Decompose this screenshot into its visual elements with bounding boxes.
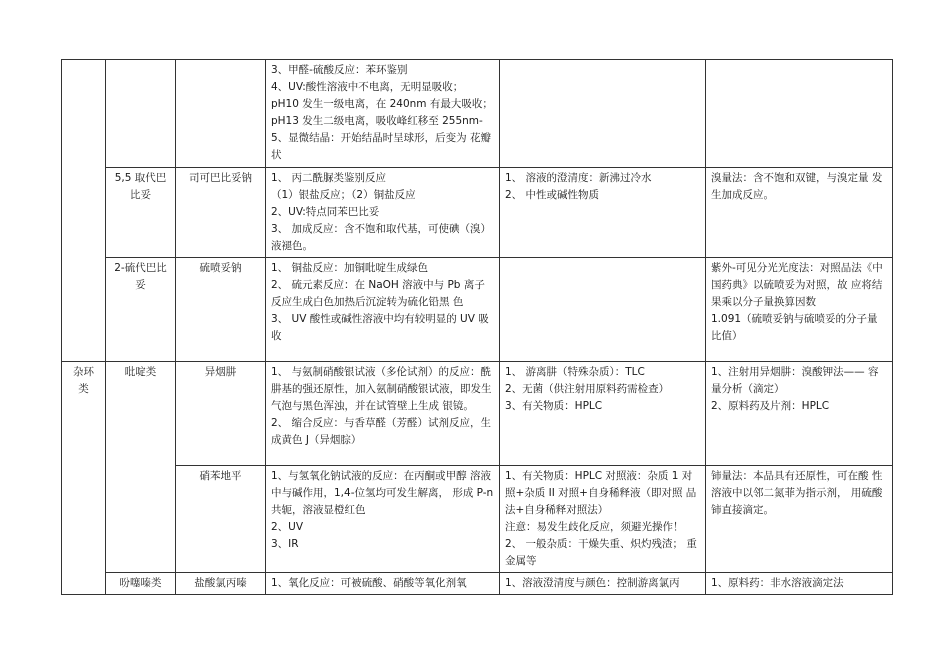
identification-item: 3、IR <box>271 538 299 550</box>
category-cell: 2-硫代巴比 妥 <box>106 258 176 362</box>
category-cell: 吡啶类 <box>106 362 176 573</box>
identification-item: 2、 硫元素反应：在 NaOH 溶液中与 Pb 离子 反应生成白色加热后沉淀转为硫化铅黑 色 <box>271 279 489 308</box>
identification-cell <box>266 362 500 466</box>
assay-item: 2、原料药及片剂：HPLC <box>711 400 830 412</box>
identification-cell <box>266 168 500 258</box>
drug-name: 司可巴比妥钠 <box>176 168 266 258</box>
inspection-item: 1、有关物质：HPLC 对照液：杂质 1 对照+杂质 II 对照+自身稀释液（即对照 品法+自身稀释对照法） <box>505 470 697 516</box>
identification-item: 2、 缩合反应：与香草醛（芳醛）试剂反应，生成黄色 J（异烟腙） <box>271 417 492 446</box>
table-row <box>62 362 893 466</box>
group-cell: 杂环 类 <box>62 362 106 595</box>
identification-item: 3、 加成反应：含不饱和取代基，可使碘（溴）液褪色。 <box>271 223 492 252</box>
category-cell <box>106 60 176 168</box>
inspection-item: 2、 中性或碱性物质 <box>505 189 600 201</box>
drug-cell <box>176 60 266 168</box>
identification-cell <box>266 258 500 362</box>
inspection-cell <box>500 258 706 362</box>
drug-name: 异烟肼 <box>176 362 266 466</box>
assay-cell <box>706 258 893 362</box>
identification-item: 1、与氢氧化钠试液的反应：在丙酮或甲醇 溶液中与碱作用，1,4-位氢均可发生解离， 形成 P-n 共轭，溶液显橙红色 <box>271 470 497 516</box>
identification-item: 1、 铜盐反应：加铜吡啶生成绿色 <box>271 262 429 274</box>
drug-name: 盐酸氯丙嗪 <box>176 573 266 595</box>
assay-cell <box>706 466 893 573</box>
inspection-item: 2、 一般杂质：干燥失重、炽灼残渣； 重金属等 <box>505 538 697 567</box>
identification-item: 1、 与氨制硝酸银试液（多伦试剂）的反应：酰肼基的强还原性，加入氨制硝酸银试液，即发生气泡与黑色浑浊，并在试管壁上生成 银镜。 <box>271 366 492 412</box>
identification-cell <box>266 573 500 595</box>
table-row <box>62 258 893 362</box>
identification-item: 3、 UV 酸性或碱性溶液中均有较明显的 UV 吸收 <box>271 313 489 342</box>
table-row <box>62 60 893 168</box>
identification-cell <box>266 60 500 168</box>
assay-item: 溴量法：含不饱和双键，与溴定量 发生加成反应。 <box>711 172 883 201</box>
inspection-item: 1、 游离肼（特殊杂质）：TLC <box>505 366 645 378</box>
identification-item: 2、UV:特点同苯巴比妥 <box>271 206 380 218</box>
assay-cell <box>706 573 893 595</box>
identification-item: 3、甲醛-硫酸反应：苯环鉴别 <box>271 64 408 76</box>
group-cell <box>62 60 106 362</box>
table-row <box>62 168 893 258</box>
inspection-cell <box>500 168 706 258</box>
identification-cell <box>266 466 500 573</box>
identification-item: 1、 丙二酰脲类鉴别反应 <box>271 172 387 184</box>
assay-item: 1.091（硫喷妥钠与硫喷妥的分子量 比值） <box>711 313 881 342</box>
inspection-cell <box>500 60 706 168</box>
assay-item: 紫外-可见分光光度法：对照品法《中国药典》以硫喷妥为对照，故 应将结果乘以分子量换算因数 <box>711 262 883 308</box>
category-cell: 5,5 取代巴 比妥 <box>106 168 176 258</box>
identification-item: 4、UV:酸性溶液中不电离，无明显吸收； pH10 发生一级电离，在 240nm 有最大吸收； pH13 发生二级电离，吸收峰红移至 255nm- <box>271 81 497 127</box>
assay-cell <box>706 168 893 258</box>
table-row <box>62 573 893 595</box>
assay-item: 1、原料药：非水溶液滴定法 <box>711 577 844 589</box>
assay-cell <box>706 362 893 466</box>
identification-item: （1）银盐反应；（2）铜盐反应 <box>271 189 416 201</box>
inspection-cell <box>500 573 706 595</box>
inspection-cell <box>500 466 706 573</box>
inspection-item: 2、无菌（供注射用原料药需检查） <box>505 383 670 395</box>
inspection-cell <box>500 362 706 466</box>
identification-item: 5、显微结晶：开始结晶时呈球形，后变为 花瓣状 <box>271 132 492 161</box>
table-row <box>62 466 893 573</box>
inspection-item: 3、有关物质：HPLC <box>505 400 603 412</box>
drug-name: 硫喷妥钠 <box>176 258 266 362</box>
drug-analysis-table <box>61 59 893 595</box>
inspection-item: 1、溶液澄清度与颜色：控制游离氯丙 <box>505 577 680 589</box>
category-cell: 吩噻嗪类 <box>106 573 176 595</box>
assay-item: 1、注射用异烟肼：溴酸钾法—— 容量分析（滴定） <box>711 366 879 395</box>
identification-item: 1、氧化反应：可被硫酸、硝酸等氧化剂氧 <box>271 577 467 589</box>
assay-cell <box>706 60 893 168</box>
inspection-item: 1、 溶液的澄清度：新沸过冷水 <box>505 172 652 184</box>
inspection-item: 注意：易发生歧化反应，须避光操作！ <box>505 521 684 533</box>
drug-name: 硝苯地平 <box>176 466 266 573</box>
assay-item: 铈量法：本品具有还原性，可在酸 性溶液中以邻二氮菲为指示剂， 用硫酸铈直接滴定。 <box>711 470 883 516</box>
identification-item: 2、UV <box>271 521 304 533</box>
